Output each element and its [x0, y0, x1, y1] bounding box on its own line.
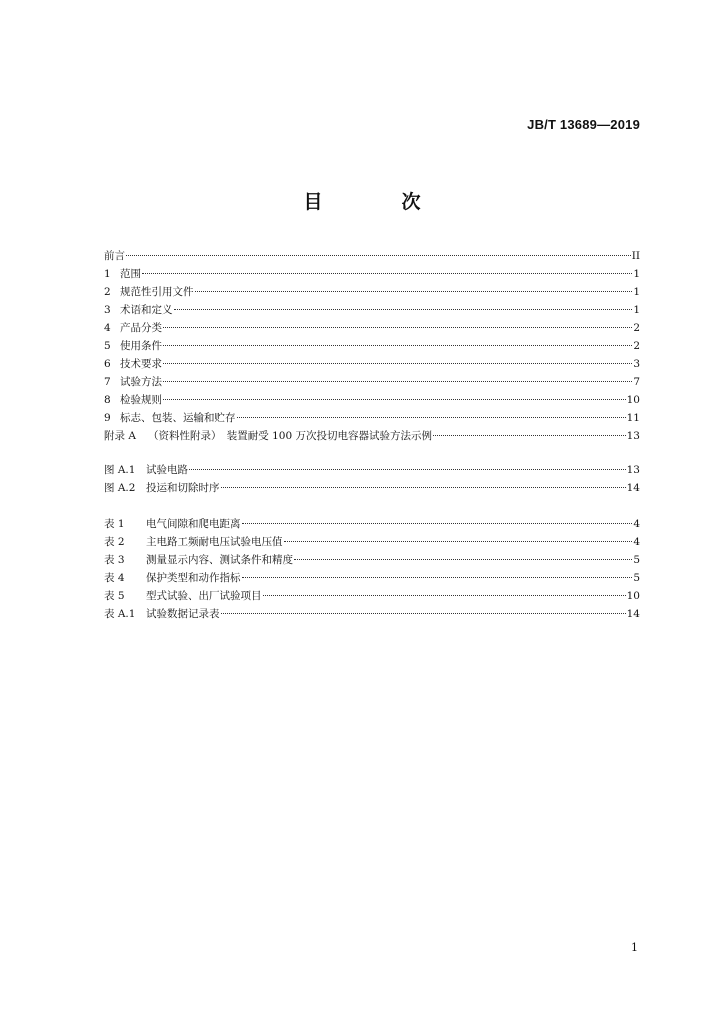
toc-dot-leader	[221, 613, 626, 614]
toc-entry-number: 表 3	[104, 554, 125, 566]
page-title: 目 次	[303, 191, 451, 213]
toc-entry-page: II	[631, 250, 640, 262]
toc-entry-number: 1	[104, 268, 111, 280]
toc-dot-leader	[237, 417, 626, 418]
toc-dot-leader	[174, 309, 633, 310]
toc-dot-leader	[242, 523, 633, 524]
toc-entry-label: 前言	[104, 250, 125, 262]
toc-entry-number: 附录 A	[104, 430, 136, 442]
toc-entry-label: 投运和切除时序	[146, 482, 220, 494]
toc-dot-leader	[163, 345, 632, 346]
toc-entry-number: 图 A.1	[104, 464, 136, 476]
toc-entry[interactable]	[104, 479, 640, 497]
toc-entry-label: 主电路工频耐电压试验电压值	[146, 536, 283, 548]
standard-code: JB/T 13689—2019	[527, 117, 640, 132]
toc-entry-number: 9	[104, 412, 111, 424]
toc-entry[interactable]	[104, 461, 640, 479]
toc-dot-leader	[195, 291, 633, 292]
toc-entry-page: 3	[633, 358, 640, 370]
toc-entry-label: 范围	[120, 268, 141, 280]
toc-entry[interactable]	[104, 301, 640, 319]
toc-entry-label: 使用条件	[120, 340, 162, 352]
toc-entry-page: 5	[633, 554, 640, 566]
toc-dot-leader	[221, 487, 626, 488]
toc-entry-label: 试验电路	[146, 464, 188, 476]
toc-entry-label: 电气间隙和爬电距离	[146, 518, 241, 530]
toc-entry-page: 5	[633, 572, 640, 584]
toc-dot-leader	[163, 327, 632, 328]
toc-entry[interactable]	[104, 391, 640, 409]
toc-entry-label: 试验方法	[120, 376, 162, 388]
toc-entry-page: 1	[633, 268, 640, 280]
toc-entry[interactable]	[104, 265, 640, 283]
toc-entry-label: 规范性引用文件	[120, 286, 194, 298]
toc-entry-number: 表 1	[104, 518, 125, 530]
toc-entry-page: 14	[626, 482, 640, 494]
toc-entry-number: 5	[104, 340, 111, 352]
toc-entry-label: 产品分类	[120, 322, 162, 334]
toc-dot-leader	[163, 381, 632, 382]
toc-entry[interactable]	[104, 551, 640, 569]
toc-entry-number: 3	[104, 304, 111, 316]
toc-entry-page: 14	[626, 608, 640, 620]
toc-entry-number: 8	[104, 394, 111, 406]
toc-entry[interactable]	[104, 587, 640, 605]
toc-entry-label: 型式试验、出厂试验项目	[146, 590, 262, 602]
toc-dot-leader	[163, 399, 626, 400]
toc-tables-section	[104, 515, 640, 623]
toc-dot-leader	[142, 273, 632, 274]
toc-entry-number: 2	[104, 286, 111, 298]
toc-entry[interactable]	[104, 515, 640, 533]
toc-entry-number: 6	[104, 358, 111, 370]
toc-entry-number: 图 A.2	[104, 482, 136, 494]
toc-entry-page: 4	[633, 518, 640, 530]
toc-entry-label: 技术要求	[120, 358, 162, 370]
toc-entry-page: 1	[633, 304, 640, 316]
toc-entry[interactable]	[104, 319, 640, 337]
toc-entry[interactable]	[104, 605, 640, 623]
toc-dot-leader	[126, 255, 631, 256]
toc-entry-number: 表 A.1	[104, 608, 136, 620]
toc-dot-leader	[242, 577, 633, 578]
toc-entry[interactable]	[104, 247, 640, 265]
toc-entry-label: 试验数据记录表	[146, 608, 220, 620]
toc-entry-page: 2	[633, 322, 640, 334]
toc-main-section	[104, 247, 640, 445]
toc-entry[interactable]	[104, 569, 640, 587]
toc-entry-label: （资料性附录） 装置耐受 100 万次投切电容器试验方法示例	[148, 430, 432, 442]
toc-dot-leader	[284, 541, 633, 542]
toc-entry-label: 检验规则	[120, 394, 162, 406]
toc-entry-page: 1	[633, 286, 640, 298]
toc-entry-number: 7	[104, 376, 111, 388]
toc-entry-page: 13	[626, 430, 640, 442]
toc-entry-number: 表 2	[104, 536, 125, 548]
toc-dot-leader	[163, 363, 632, 364]
toc-entry-label: 测量显示内容、测试条件和精度	[146, 554, 293, 566]
toc-entry-number: 表 4	[104, 572, 125, 584]
toc-entry-page: 2	[633, 340, 640, 352]
toc-entry-label: 保护类型和动作指标	[146, 572, 241, 584]
toc-entry[interactable]	[104, 337, 640, 355]
toc-entry[interactable]	[104, 355, 640, 373]
toc-entry[interactable]	[104, 373, 640, 391]
toc-entry-page: 13	[626, 464, 640, 476]
toc-entry[interactable]	[104, 409, 640, 427]
toc-entry-page: 7	[633, 376, 640, 388]
toc-entry-label: 标志、包装、运输和贮存	[120, 412, 236, 424]
toc-entry[interactable]	[104, 283, 640, 301]
toc-entry-number: 4	[104, 322, 111, 334]
toc-entry-page: 11	[626, 412, 640, 424]
toc-figures-section	[104, 461, 640, 497]
toc-entry[interactable]	[104, 533, 640, 551]
toc-entry[interactable]	[104, 427, 640, 445]
toc-entry-number: 表 5	[104, 590, 125, 602]
toc-entry-page: 10	[626, 590, 640, 602]
toc-dot-leader	[294, 559, 632, 560]
toc-entry-label: 术语和定义	[120, 304, 173, 316]
toc-dot-leader	[433, 435, 626, 436]
toc-dot-leader	[189, 469, 626, 470]
toc-dot-leader	[263, 595, 626, 596]
page-number: 1	[631, 941, 638, 954]
toc-entry-page: 4	[633, 536, 640, 548]
toc-entry-page: 10	[626, 394, 640, 406]
